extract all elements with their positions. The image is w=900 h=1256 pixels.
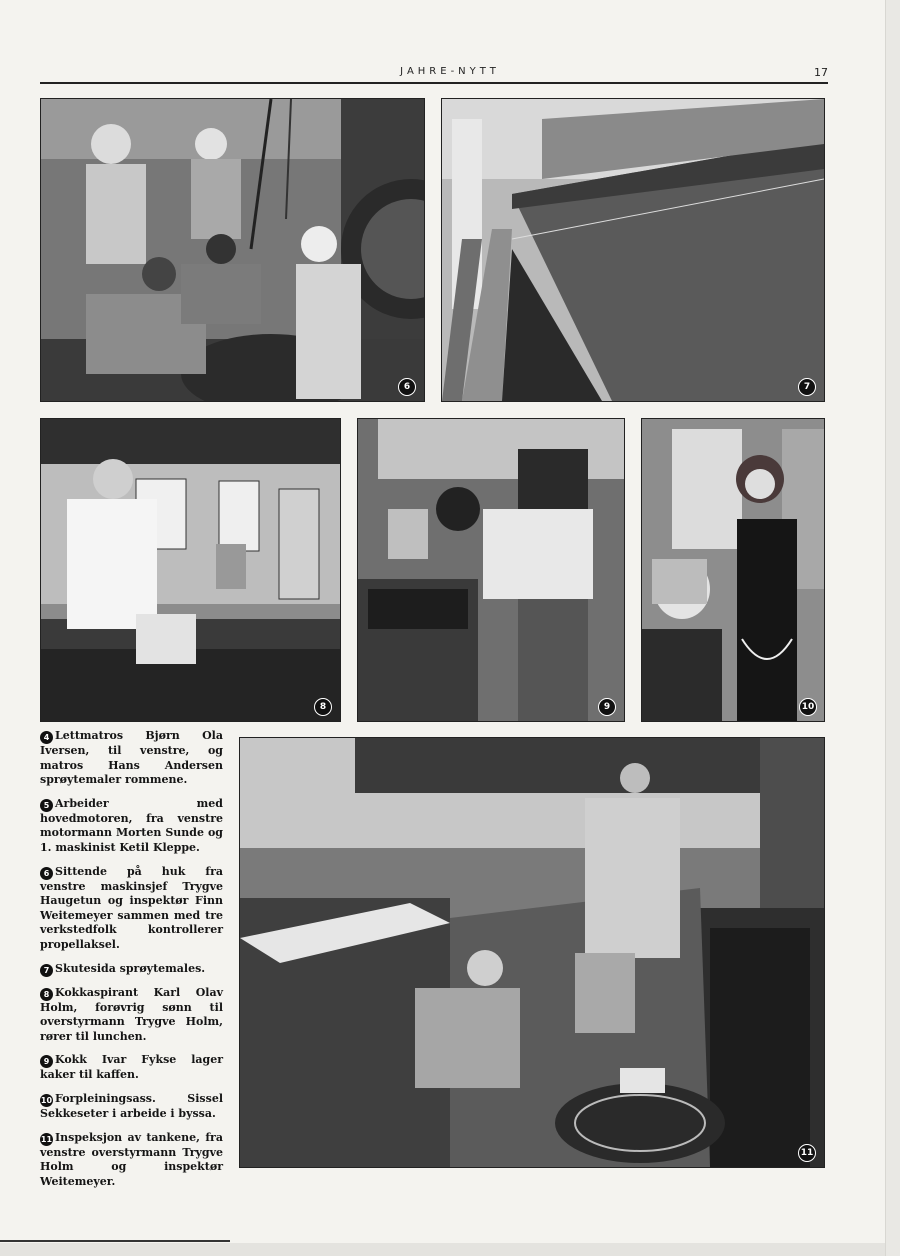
caption-number: 7 xyxy=(40,964,53,977)
caption-11 xyxy=(40,1131,223,1190)
photo-6-image xyxy=(41,99,424,401)
caption-7 xyxy=(40,962,223,977)
caption-text: Kokkaspirant Karl Olav Holm, forøvrig sønn til overstyrmann Trygve Holm, rører til lunchen. xyxy=(40,985,223,1043)
photo-11-image xyxy=(240,738,824,1167)
caption-text: Forpleiningsass. Sissel Sekkeseter i arbeide i byssa. xyxy=(40,1091,223,1120)
photo-galley-cook xyxy=(40,418,341,722)
caption-number: 11 xyxy=(40,1134,53,1144)
photo-ship-hull xyxy=(441,98,825,402)
caption-text: Sittende på huk fra venstre maskinsjef Trygve Haugetun og inspektør Finn Weitemeyer sammen med tre verkstedfolk kontrollerer propellaksel. xyxy=(40,864,223,951)
caption-number: 8 xyxy=(40,988,53,1001)
caption-8 xyxy=(40,986,223,1045)
photo-number-badge: 11 xyxy=(798,1144,816,1162)
caption-10 xyxy=(40,1092,223,1122)
publication-title: JAHRE-NYTT xyxy=(400,66,500,77)
caption-4 xyxy=(40,729,223,788)
header-rule xyxy=(40,82,828,84)
caption-number: 9 xyxy=(40,1055,53,1068)
photo-number-badge: 7 xyxy=(798,378,816,396)
caption-number: 5 xyxy=(40,799,53,812)
caption-9 xyxy=(40,1053,223,1083)
photo-kitchen-assistant xyxy=(641,418,825,722)
caption-5 xyxy=(40,797,223,856)
page-bottom-edge xyxy=(0,1243,885,1256)
page-number: 17 xyxy=(814,66,828,79)
photo-captions xyxy=(40,729,223,1198)
photo-number-badge: 8 xyxy=(314,698,332,716)
photo-number-badge: 10 xyxy=(799,698,817,716)
caption-text: Skutesida sprøytemales. xyxy=(55,961,206,975)
photo-10-image xyxy=(642,419,824,721)
caption-text: Inspeksjon av tankene, fra venstre overstyrmann Trygve Holm og inspektør Weitemeyer. xyxy=(40,1130,223,1188)
photo-engine-room xyxy=(40,98,425,402)
photo-7-image xyxy=(442,99,824,401)
caption-text: Lettmatros Bjørn Ola Iversen, til venstre, og matros Hans Andersen sprøytemaler rommene. xyxy=(40,729,223,787)
photo-8-image xyxy=(41,419,340,721)
caption-number: 6 xyxy=(40,867,53,880)
photo-tank-inspection xyxy=(239,737,825,1168)
photo-number-badge: 9 xyxy=(598,698,616,716)
photo-number-badge: 6 xyxy=(398,378,416,396)
footer-rule xyxy=(0,1240,230,1242)
caption-6 xyxy=(40,865,223,953)
photo-9-image xyxy=(358,419,624,721)
caption-text: Arbeider med hovedmotoren, fra venstre motormann Morten Sunde og 1. maskinist Ketil Kleppe. xyxy=(40,796,223,854)
caption-text: Kokk Ivar Fykse lager kaker til kaffen. xyxy=(40,1053,223,1082)
page-edge-shadow xyxy=(885,0,900,1256)
photo-cook-baking xyxy=(357,418,625,722)
caption-number: 10 xyxy=(40,1095,53,1105)
caption-number: 4 xyxy=(40,731,53,744)
